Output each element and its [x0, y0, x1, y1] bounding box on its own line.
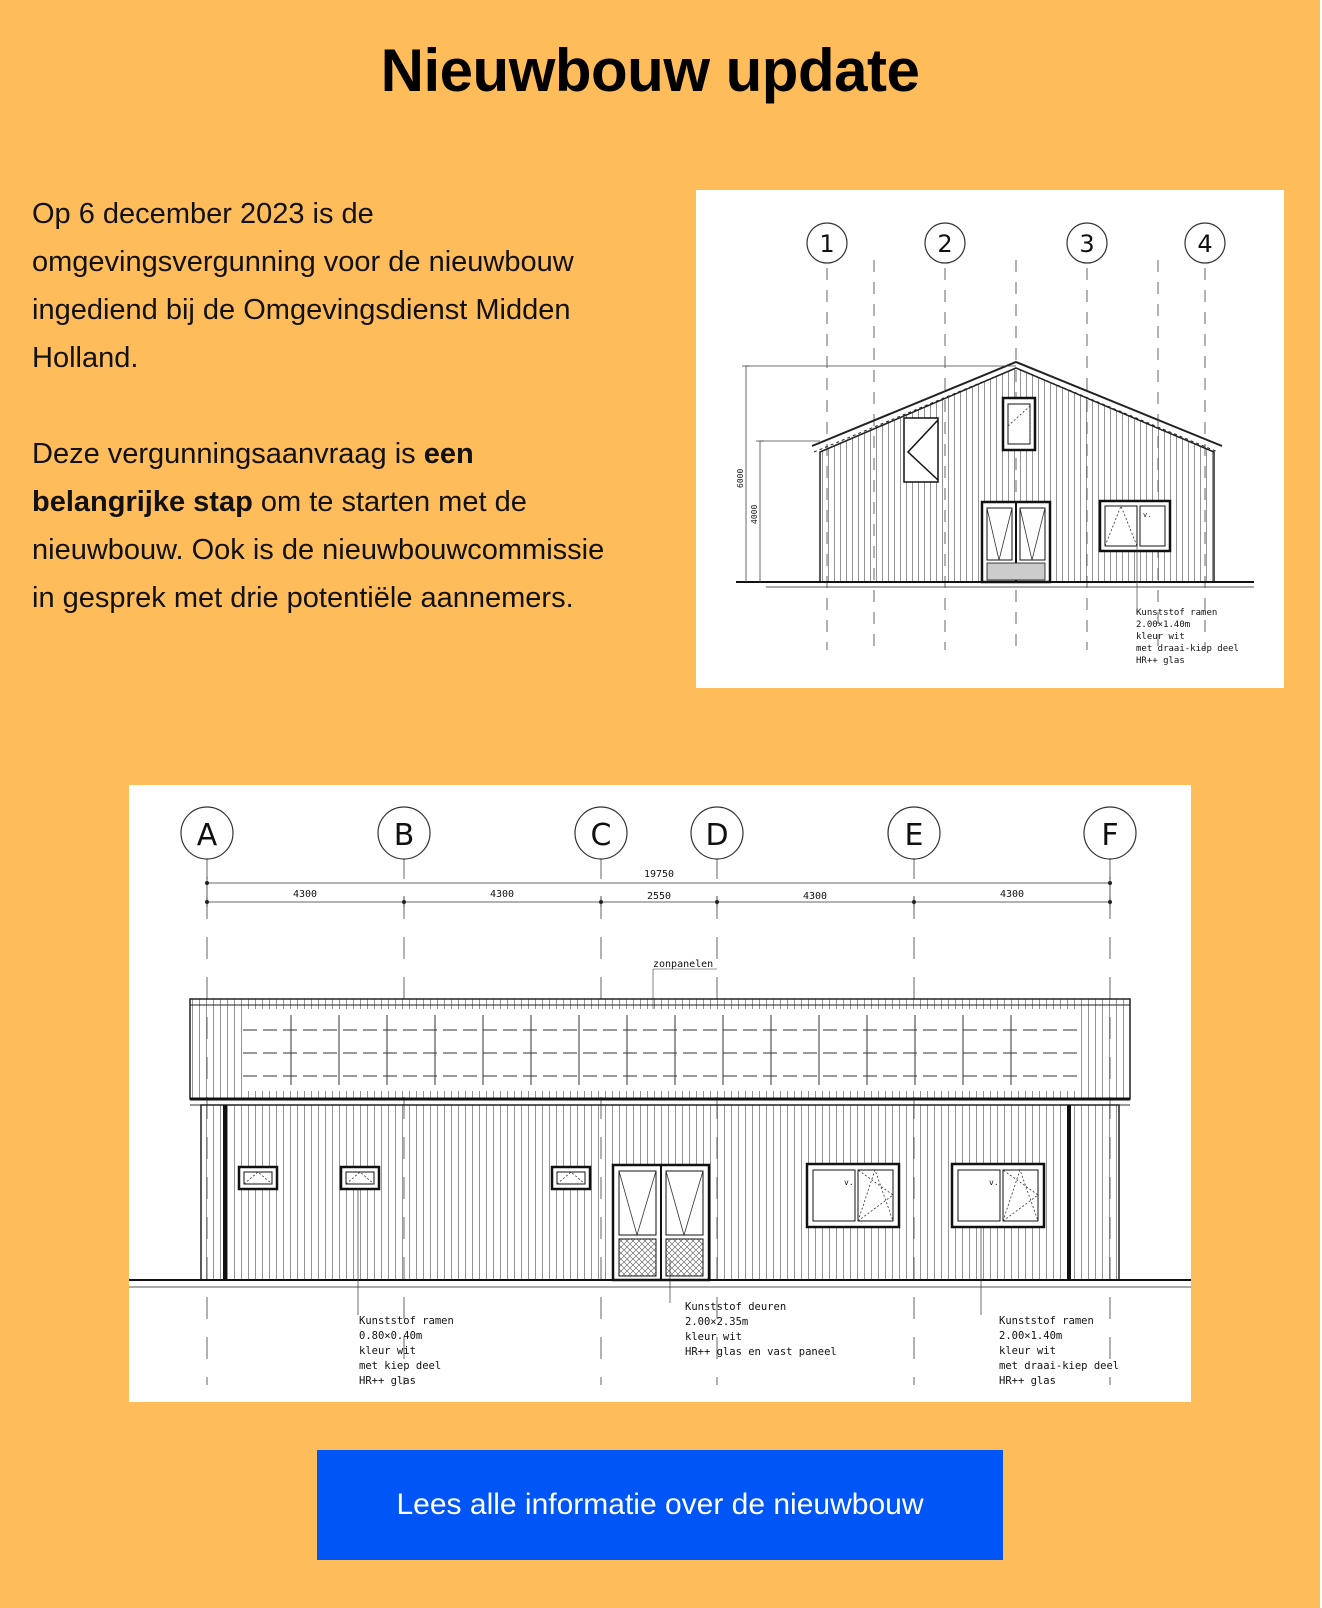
dim-segment-3: 2550: [646, 891, 672, 902]
note-door-line-3: kleur wit: [685, 1331, 742, 1343]
note-lw-line-4: met draai-kiep deel: [999, 1360, 1120, 1372]
note-lw-line-3: kleur wit: [999, 1345, 1056, 1357]
dim-wall-height: 4000: [750, 504, 759, 524]
small-window-3: [552, 1167, 590, 1189]
front-elevation-drawing: [696, 190, 1284, 688]
note-doors: [685, 1301, 837, 1358]
intro-paragraph-2: [32, 430, 632, 622]
dim-segment-2: 4300: [489, 889, 515, 900]
intro-text: [32, 190, 632, 670]
note-sw-line-3: kleur wit: [359, 1345, 416, 1357]
front-window-right: [1100, 501, 1170, 551]
small-window-2: [341, 1167, 379, 1189]
grid-bubble-4: [1185, 223, 1225, 263]
grid-label-f: F: [1101, 818, 1119, 853]
large-window-2-mark: v.: [989, 1178, 999, 1187]
grid-bubble-b: [378, 807, 430, 859]
front-double-doors: [982, 502, 1050, 582]
grid-label-a: A: [196, 818, 218, 853]
note-door-line-1: Kunststof deuren: [685, 1301, 787, 1313]
side-elevation-svg: [129, 785, 1191, 1402]
attic-window: [1003, 398, 1035, 450]
note-sw-line-2: 0.80×0.40m: [359, 1330, 423, 1342]
intro-p2-start: Deze vergunningsaanvraag is: [32, 438, 424, 470]
dim-segment-5: 4300: [999, 889, 1025, 900]
grid-label-3: 3: [1079, 230, 1095, 258]
note-line-5: HR++ glas: [1136, 656, 1185, 666]
grid-label-b: B: [393, 818, 415, 853]
grid-label-2: 2: [937, 230, 953, 258]
grid-label-1: 1: [819, 230, 835, 258]
large-window-1-mark: v.: [844, 1178, 854, 1187]
read-more-button[interactable]: Lees alle informatie over de nieuwbouw: [317, 1450, 1003, 1560]
note-door-line-4: HR++ glas en vast paneel: [685, 1346, 837, 1358]
grid-bubble-a: [181, 807, 233, 859]
grid-bubble-c: [575, 807, 627, 859]
grid-bubble-1: [807, 223, 847, 263]
grid-label-d: D: [705, 818, 729, 853]
large-window-2: [952, 1164, 1044, 1227]
large-window-1: [807, 1164, 899, 1227]
note-small-windows: [359, 1315, 454, 1387]
side-double-doors: [613, 1165, 709, 1280]
solar-panel-array: [243, 1009, 1077, 1091]
intro-p2-end: om te starten met de nieuwbouw. Ook is de nieuwbouwcommissie in gesprek met drie potentiële aannemers.: [32, 486, 605, 614]
grid-bubble-2: [925, 223, 965, 263]
grid-label-4: 4: [1197, 230, 1213, 258]
note-lw-line-5: HR++ glas: [999, 1375, 1056, 1387]
front-window-note: [1136, 608, 1239, 666]
roof-hatch: [904, 418, 938, 482]
note-line-2: 2.00×1.40m: [1136, 620, 1191, 630]
small-window-1: [239, 1167, 277, 1189]
dim-total-height: 6000: [736, 468, 745, 488]
grid-bubble-d: [691, 807, 743, 859]
grid-bubble-3: [1067, 223, 1107, 263]
note-lw-line-1: Kunststof ramen: [999, 1315, 1094, 1327]
note-sw-line-1: Kunststof ramen: [359, 1315, 454, 1327]
dim-segment-4: 4300: [802, 891, 828, 902]
page-title: Nieuwbouw update: [380, 37, 920, 104]
intro-p2-bold: een belangrijke stap: [32, 438, 474, 518]
note-sw-line-5: HR++ glas: [359, 1375, 416, 1387]
front-window-mark: v.: [1143, 511, 1152, 519]
side-elevation-drawing: [129, 785, 1191, 1402]
note-lw-line-2: 2.00×1.40m: [999, 1330, 1063, 1342]
dim-segment-1: 4300: [292, 889, 318, 900]
intro-paragraph-1: Op 6 december 2023 is de omgevingsvergunning voor de nieuwbouw ingediend bij de Omgevingsdienst Midden Holland.: [32, 198, 574, 374]
note-line-1: Kunststof ramen: [1136, 608, 1218, 618]
note-line-4: met draai-kiep deel: [1136, 644, 1239, 654]
grid-bubble-e: [888, 807, 940, 859]
solar-panels-label: zonpanelen: [653, 959, 714, 970]
note-door-line-2: 2.00×2.35m: [685, 1316, 749, 1328]
front-elevation-svg: [696, 190, 1284, 688]
note-sw-line-4: met kiep deel: [359, 1360, 442, 1372]
dim-total: 19750: [643, 869, 675, 880]
note-large-windows: [999, 1315, 1119, 1387]
note-line-3: kleur wit: [1136, 632, 1185, 642]
grid-label-e: E: [904, 818, 924, 853]
grid-bubble-f: [1084, 807, 1136, 859]
grid-label-c: C: [590, 818, 612, 853]
